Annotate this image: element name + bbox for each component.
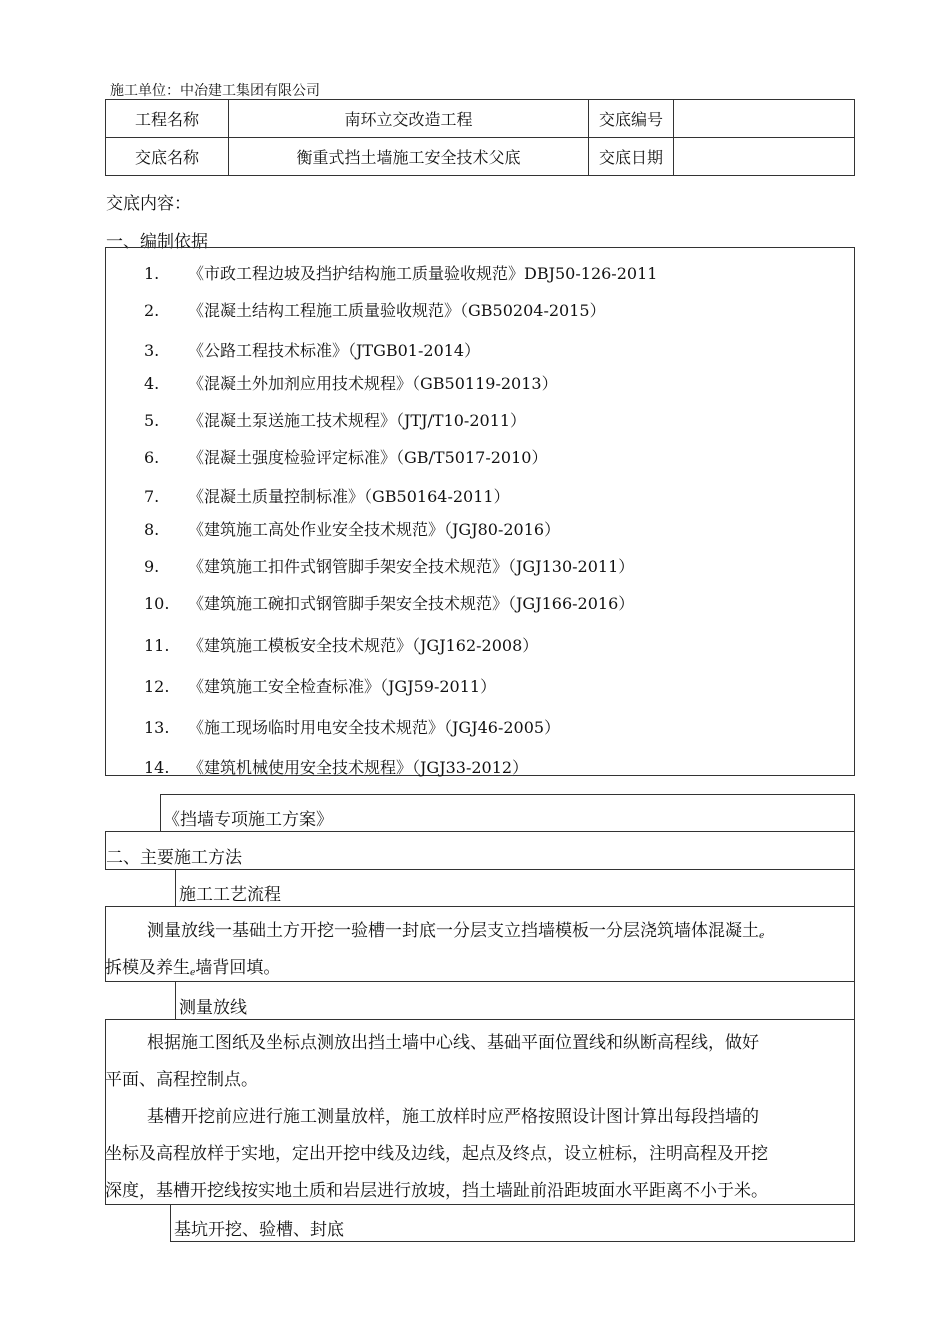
list-item-number: 8. (144, 520, 160, 539)
list-item-text: 《建筑施工碗扣式钢管脚手架安全技术规范》（JGJ166-2016） (188, 594, 635, 613)
flow-text: 测量放线一基础土方开挖一验槽一封底一分层支立挡墙模板一分层浇筑墙体混凝土 (147, 921, 759, 941)
table-row (106, 100, 855, 138)
paragraph-mark-icon: ℯ (759, 931, 765, 941)
section1-title: 一、编制依据 (106, 232, 208, 252)
paragraph-mark-icon: ℯ (190, 968, 196, 978)
survey-p1-line2: 平面、高程控制点。 (105, 1070, 258, 1090)
survey-p1-line1: 根据施工图纸及坐标点测放出挡土墙中心线、基础平面位置线和纵断高程线，做好 (147, 1033, 759, 1053)
list-item-text: 《建筑机械使用安全技术规程》（JGJ33-2012） (188, 758, 529, 777)
list-item (144, 338, 480, 361)
list-item-number: 2. (144, 301, 160, 320)
disclosure-no-value (674, 100, 855, 138)
list-item (144, 408, 526, 431)
list-item-text: 《混凝土外加剂应用技术规程》（GB50119-2013） (188, 374, 558, 393)
disclosure-date-value (674, 138, 855, 176)
header-info-table (105, 99, 855, 176)
flow-line-1 (147, 913, 764, 955)
list-item (144, 674, 496, 697)
survey-p2-line1: 基槽开挖前应进行施工测量放样，施工放样时应严格按照设计图计算出每段挡墙的 (147, 1107, 759, 1127)
list-item (144, 484, 510, 507)
list-item-number: 13. (144, 718, 170, 737)
list-item-text: 《建筑施工扣件式钢管脚手架安全技术规范》（JGJ130-2011） (188, 557, 635, 576)
disclosure-name-label: 交底名称 (106, 138, 229, 176)
list-item (144, 755, 528, 778)
list-item-text: 《建筑施工安全检查标准》（JGJ59-2011） (188, 677, 497, 696)
list-item-text: 《市政工程边坡及挡护结构施工质量验收规范》DBJ50-126-2011 (188, 264, 658, 283)
survey-p2-line3: 深度，基槽开挖线按实地土质和岩层进行放坡，挡土墙趾前沿距坡面水平距离不小于米。 (105, 1181, 768, 1201)
survey-heading: 测量放线 (179, 998, 247, 1018)
flow-text: 拆模及养生 (105, 958, 190, 978)
list-item-number: 14. (144, 758, 170, 777)
excavation-heading: 基坑开挖、验槽、封底 (174, 1220, 344, 1240)
list-item (144, 715, 560, 738)
list-item (144, 517, 560, 540)
list-item-number: 12. (144, 677, 170, 696)
survey-heading-box (175, 981, 855, 1020)
list-item-text: 《混凝土质量控制标准》（GB50164-2011） (188, 487, 510, 506)
content-label: 交底内容： (106, 194, 191, 214)
flow-heading: 施工工艺流程 (179, 885, 281, 905)
list-item-number: 9. (144, 557, 160, 576)
list-item-number: 10. (144, 594, 170, 613)
disclosure-no-label: 交底编号 (589, 100, 674, 138)
construction-unit-label: 施工单位：中冶建工集团有限公司 (110, 83, 320, 99)
list-item-text: 《混凝土强度检验评定标准》（GB/T5017-2010） (188, 448, 548, 467)
list-item-text: 《混凝土结构工程施工质量验收规范》（GB50204-2015） (188, 301, 606, 320)
list-item-text: 《施工现场临时用电安全技术规范》（JGJ46-2005） (188, 718, 561, 737)
disclosure-name-value: 衡重式挡土墙施工安全技术父底 (229, 138, 589, 176)
table-row (106, 138, 855, 176)
project-name-label: 工程名称 (106, 100, 229, 138)
disclosure-date-label: 交底日期 (589, 138, 674, 176)
project-name-value: 南环立交改造工程 (229, 100, 589, 138)
list-item-text: 《公路工程技术标准》（JTGB01-2014） (188, 341, 481, 360)
list-item-number: 7. (144, 487, 160, 506)
list-item-text: 《混凝土泵送施工技术规程》（JTJ/T10-2011） (188, 411, 527, 430)
list-item-text: 《建筑施工高处作业安全技术规范》（JGJ80-2016） (188, 520, 561, 539)
list-item-number: 1. (144, 264, 160, 283)
list-item (144, 261, 657, 284)
list-item (144, 371, 558, 394)
list-item (144, 633, 538, 656)
list-item (144, 445, 547, 468)
list-item-text: 《建筑施工模板安全技术规范》（JGJ162-2008） (188, 636, 539, 655)
list-item (144, 554, 634, 577)
list-item-number: 11. (144, 636, 170, 655)
list-item-number: 4. (144, 374, 160, 393)
survey-p2-line2: 坐标及高程放样于实地，定出开挖中线及边线，起点及终点，设立桩标，注明高程及开挖 (105, 1144, 768, 1164)
section2-title: 二、主要施工方法 (106, 848, 242, 868)
special-plan-text: 《挡墙专项施工方案》 (163, 810, 333, 830)
list-item-number: 6. (144, 448, 160, 467)
list-item-number: 5. (144, 411, 160, 430)
list-item-number: 3. (144, 341, 160, 360)
flow-text: 墙背回填。 (195, 958, 281, 978)
list-item (144, 298, 606, 321)
list-item (144, 591, 634, 614)
